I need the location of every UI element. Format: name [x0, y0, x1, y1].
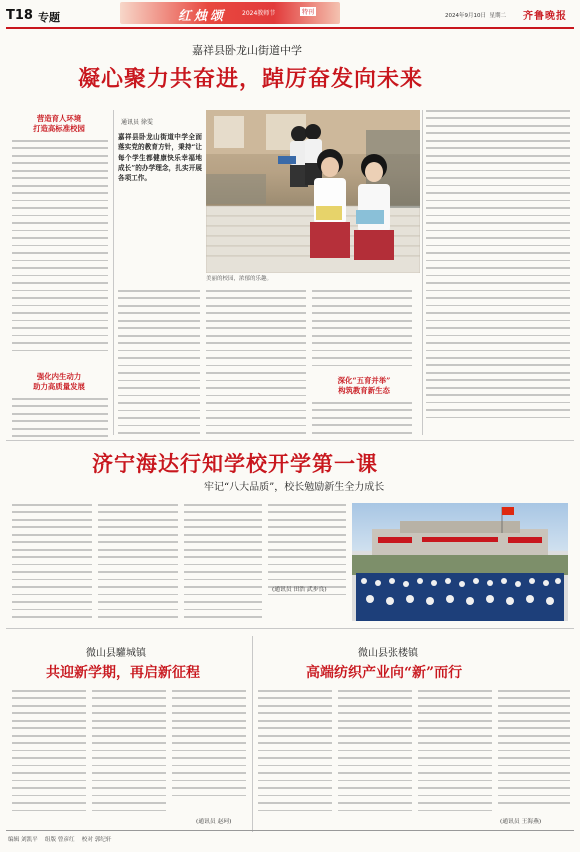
- story4-col4-text: [498, 690, 570, 810]
- col-divider-3: [252, 636, 253, 832]
- paper-logo: 齐鲁晚报: [523, 11, 567, 22]
- story4-headline: 高端纺织产业向“新”而行: [306, 665, 463, 681]
- story3-col2-text: [92, 690, 166, 817]
- subhead1-line1: 营造育人环境: [36, 114, 82, 123]
- story1-col1-text: [12, 140, 108, 357]
- footer-credits: [8, 835, 112, 843]
- story1-subhead1: [14, 114, 104, 134]
- story1-col4-text: [312, 290, 412, 372]
- story1-kicker: 嘉祥县卧龙山街道中学: [192, 44, 302, 57]
- footer-rule: [6, 830, 574, 831]
- story1-col4b-text: [312, 402, 412, 439]
- story2-headline: 济宁海达行知学校开学第一课: [92, 451, 378, 476]
- story3-col3-text: [172, 690, 246, 802]
- story3-headline: 共迎新学期，再启新征程: [46, 665, 200, 681]
- story4-kicker: 微山县张楼镇: [358, 648, 418, 659]
- section-name: 专题: [38, 11, 60, 24]
- photo-caption: 美丽的校园，浓郁的乐趣。: [206, 276, 273, 282]
- story2-col1-text: [12, 504, 92, 624]
- issue-date: [445, 11, 506, 19]
- story1-col3-text: [206, 290, 306, 440]
- photo-illustration: [206, 110, 420, 273]
- editor-credit: 编辑 刘凯平: [8, 837, 38, 843]
- banner-tag: 特刊: [302, 9, 315, 16]
- story1-intro: 嘉祥县卧龙山街道中学全面落实党的教育方针，秉持“让每个学生都健康快乐幸福地成长”的办学理念，扎实开展各项工作。: [118, 133, 202, 183]
- subhead3-line2: 构筑教育新生态: [338, 386, 390, 395]
- story4-col2-text: [338, 690, 412, 817]
- story4-col3-text: [418, 690, 492, 817]
- story3-col1-text: [12, 690, 86, 817]
- subhead2-line2: 助力高质量发展: [33, 382, 85, 391]
- story1-col1b-text: [12, 398, 108, 443]
- subhead1-line2: 打造高标准校园: [33, 124, 85, 133]
- story1-byline: 通讯员 徐雯: [121, 119, 153, 126]
- story3-byline: (通讯员 赵珂): [196, 819, 232, 825]
- col-divider-1: [113, 110, 114, 435]
- story1-col2-text: [118, 290, 200, 440]
- story1-subhead3: [318, 376, 410, 396]
- story1-col5-text: [426, 110, 570, 424]
- story3-kicker: 微山县驩城镇: [86, 648, 146, 659]
- masthead-rule: [6, 27, 574, 29]
- ceremony-illustration: [352, 503, 568, 621]
- story4-col1-text: [258, 690, 332, 817]
- date-text: 2024年9月10日: [445, 13, 486, 19]
- proof-credit: 校对 郭纪轩: [81, 837, 112, 843]
- banner-subtitle: 2024教师节: [242, 10, 276, 17]
- subhead3-line1: 深化“五育并举”: [337, 376, 391, 385]
- story1-subhead2: [14, 372, 104, 392]
- weekday-text: 星期二: [489, 13, 507, 19]
- col-divider-2: [422, 110, 423, 435]
- story1-bottom-rule: [6, 440, 574, 441]
- designer-credit: 组版 曾彦红: [44, 837, 75, 843]
- story2-col3-text: [184, 504, 262, 624]
- story1-headline: 凝心聚力共奋进，踔厉奋发向未来: [78, 66, 424, 92]
- ceremony-photo: [352, 503, 568, 621]
- story4-byline: (通讯员 王海燕): [500, 819, 542, 825]
- story2-subhead: 牢记“八大品质”，校长勉励新生全力成长: [204, 482, 385, 493]
- page-number: T18: [6, 8, 33, 23]
- story2-byline: (通讯员 田浩 武步良): [272, 587, 327, 593]
- story2-bottom-rule: [6, 628, 574, 629]
- students-photo: [206, 110, 420, 273]
- story2-col2-text: [98, 504, 178, 624]
- subhead2-line1: 强化内生动力: [36, 372, 82, 381]
- banner-title: 红烛颂: [178, 9, 227, 24]
- banner: [120, 2, 340, 24]
